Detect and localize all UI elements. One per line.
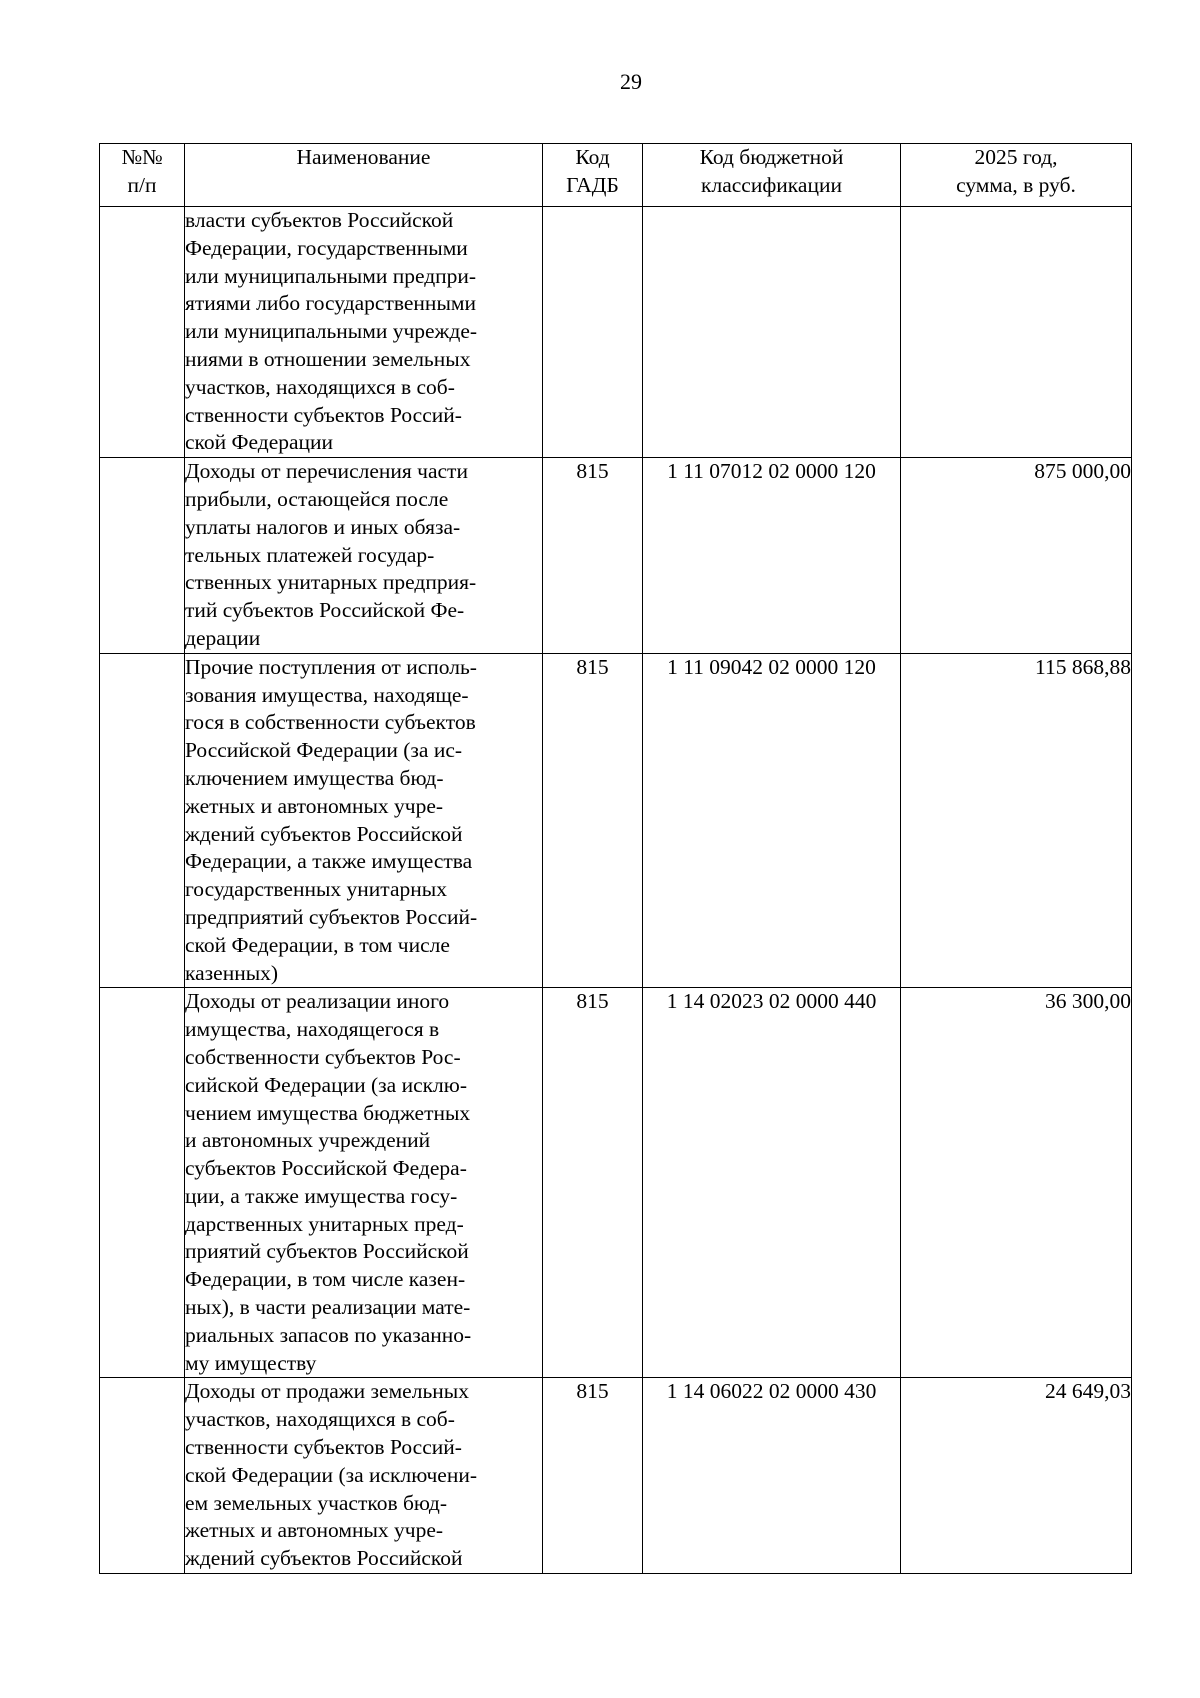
revenue-name-line: ключением имущества бюд- xyxy=(185,765,444,790)
revenue-name-line: и автономных учреждений xyxy=(185,1128,431,1153)
table-row xyxy=(100,653,1132,988)
revenue-name-line: или муниципальными учрежде- xyxy=(185,319,478,344)
row-number-cell xyxy=(100,988,185,1378)
header-kbk-line: Код бюджетной xyxy=(699,145,844,169)
revenue-name-line: тий субъектов Российской Фе- xyxy=(185,598,465,623)
revenue-name-line: Федерации, государственными xyxy=(185,235,468,260)
row-number-cell xyxy=(100,458,185,654)
sum-cell: 36 300,00 xyxy=(901,988,1132,1378)
header-sum-2025 xyxy=(901,144,1132,207)
revenue-name-cell xyxy=(185,653,543,988)
gadb-code-cell: 815 xyxy=(543,458,643,654)
table-row xyxy=(100,207,1132,458)
revenue-name-line: казенных) xyxy=(185,960,279,985)
revenue-name-line: ственности субъектов Россий- xyxy=(185,1435,462,1460)
header-number xyxy=(100,144,185,207)
revenue-name-line: власти субъектов Российской xyxy=(185,208,454,232)
gadb-code-cell: 815 xyxy=(543,988,643,1378)
header-name xyxy=(185,144,543,207)
revenue-name-line: ственных унитарных предприя- xyxy=(185,570,477,595)
gadb-code-cell: 815 xyxy=(543,1378,643,1574)
table-row xyxy=(100,458,1132,654)
revenue-name-line: риальных запасов по указанно- xyxy=(185,1322,472,1347)
revenue-name-line: дерации xyxy=(185,625,261,650)
revenue-name-line: ции, а также имущества госу- xyxy=(185,1183,458,1208)
header-gadb-line: Код xyxy=(575,145,610,169)
revenue-name-line: участков, находящихся в соб- xyxy=(185,374,455,399)
row-number-cell xyxy=(100,207,185,458)
revenue-name-line: му имуществу xyxy=(185,1350,317,1375)
budget-classification-code-cell: 1 11 09042 02 0000 120 xyxy=(643,653,901,988)
revenue-name-cell xyxy=(185,988,543,1378)
revenue-name-line: ятиями либо государственными xyxy=(185,291,476,316)
revenue-name-line: имущества, находящегося в xyxy=(185,1017,440,1042)
revenue-name-cell xyxy=(185,207,543,458)
revenue-name-line: ем земельных участков бюд- xyxy=(185,1490,447,1515)
revenue-name-line: ской Федерации, в том числе xyxy=(185,932,450,957)
revenue-name-line: Российской Федерации (за ис- xyxy=(185,738,463,763)
revenue-name-line: приятий субъектов Российской xyxy=(185,1239,469,1264)
header-number-line: п/п xyxy=(127,172,157,197)
sum-cell: 115 868,88 xyxy=(901,653,1132,988)
revenue-name-line: ской Федерации (за исключени- xyxy=(185,1462,478,1487)
gadb-code-cell xyxy=(543,207,643,458)
budget-revenue-table xyxy=(99,143,1132,1574)
revenue-name-line: тельных платежей государ- xyxy=(185,542,435,567)
revenue-name-line: жетных и автономных учре- xyxy=(185,1518,444,1543)
revenue-name-line: Федерации, а также имущества xyxy=(185,849,473,874)
sum-cell xyxy=(901,207,1132,458)
revenue-name-line: Доходы от реализации иного xyxy=(185,989,450,1014)
sum-cell: 875 000,00 xyxy=(901,458,1132,654)
revenue-name-line: жетных и автономных учре- xyxy=(185,793,444,818)
revenue-name-line: Доходы от продажи земельных xyxy=(185,1379,469,1404)
table-header-row xyxy=(100,144,1132,207)
table-row xyxy=(100,1378,1132,1574)
header-gadb-line: ГАДБ xyxy=(566,172,619,197)
revenue-name-line: или муниципальными предпри- xyxy=(185,263,477,288)
header-sum-line: 2025 год, xyxy=(974,145,1058,169)
budget-classification-code-cell: 1 14 02023 02 0000 440 xyxy=(643,988,901,1378)
revenue-name-line: ждений субъектов Российской xyxy=(185,1546,463,1571)
revenue-name-line: собственности субъектов Рос- xyxy=(185,1044,461,1069)
budget-classification-code-cell xyxy=(643,207,901,458)
revenue-name-line: сийской Федерации (за исклю- xyxy=(185,1072,468,1097)
revenue-name-line: государственных унитарных xyxy=(185,877,447,902)
row-number-cell xyxy=(100,1378,185,1574)
revenue-name-line: зования имущества, находяще- xyxy=(185,682,469,707)
table-body xyxy=(100,207,1132,1574)
revenue-name-line: Федерации, в том числе казен- xyxy=(185,1267,466,1292)
page-number: 29 xyxy=(620,69,642,94)
header-sum-line: сумма, в руб. xyxy=(956,172,1076,197)
sum-cell: 24 649,03 xyxy=(901,1378,1132,1574)
revenue-name-line: уплаты налогов и иных обяза- xyxy=(185,514,461,539)
revenue-name-cell xyxy=(185,1378,543,1574)
revenue-name-line: ниями в отношении земельных xyxy=(185,346,471,371)
revenue-name-cell xyxy=(185,458,543,654)
header-kbk-line: классификации xyxy=(701,172,842,197)
header-gadb-code xyxy=(543,144,643,207)
revenue-name-line: ственности субъектов Россий- xyxy=(185,402,462,427)
revenue-name-line: ных), в части реализации мате- xyxy=(185,1295,471,1320)
row-number-cell xyxy=(100,653,185,988)
revenue-name-line: ской Федерации xyxy=(185,430,334,455)
revenue-name-line: Доходы от перечисления части xyxy=(185,459,468,484)
revenue-name-line: чением имущества бюджетных xyxy=(185,1100,471,1125)
revenue-name-line: участков, находящихся в соб- xyxy=(185,1407,455,1432)
budget-classification-code-cell: 1 14 06022 02 0000 430 xyxy=(643,1378,901,1574)
revenue-name-line: гося в собственности субъектов xyxy=(185,710,476,735)
gadb-code-cell: 815 xyxy=(543,653,643,988)
revenue-name-line: предприятий субъектов Россий- xyxy=(185,904,478,929)
header-number-line: №№ xyxy=(121,145,163,169)
revenue-name-line: ждений субъектов Российской xyxy=(185,821,463,846)
revenue-name-line: субъектов Российской Федера- xyxy=(185,1156,467,1181)
revenue-name-line: прибыли, остающейся после xyxy=(185,486,449,511)
budget-classification-code-cell: 1 11 07012 02 0000 120 xyxy=(643,458,901,654)
table-row xyxy=(100,988,1132,1378)
revenue-name-line: Прочие поступления от исполь- xyxy=(185,654,477,679)
revenue-name-line: дарственных унитарных пред- xyxy=(185,1211,464,1236)
header-budget-classification-code xyxy=(643,144,901,207)
header-name-line: Наименование xyxy=(296,145,431,169)
